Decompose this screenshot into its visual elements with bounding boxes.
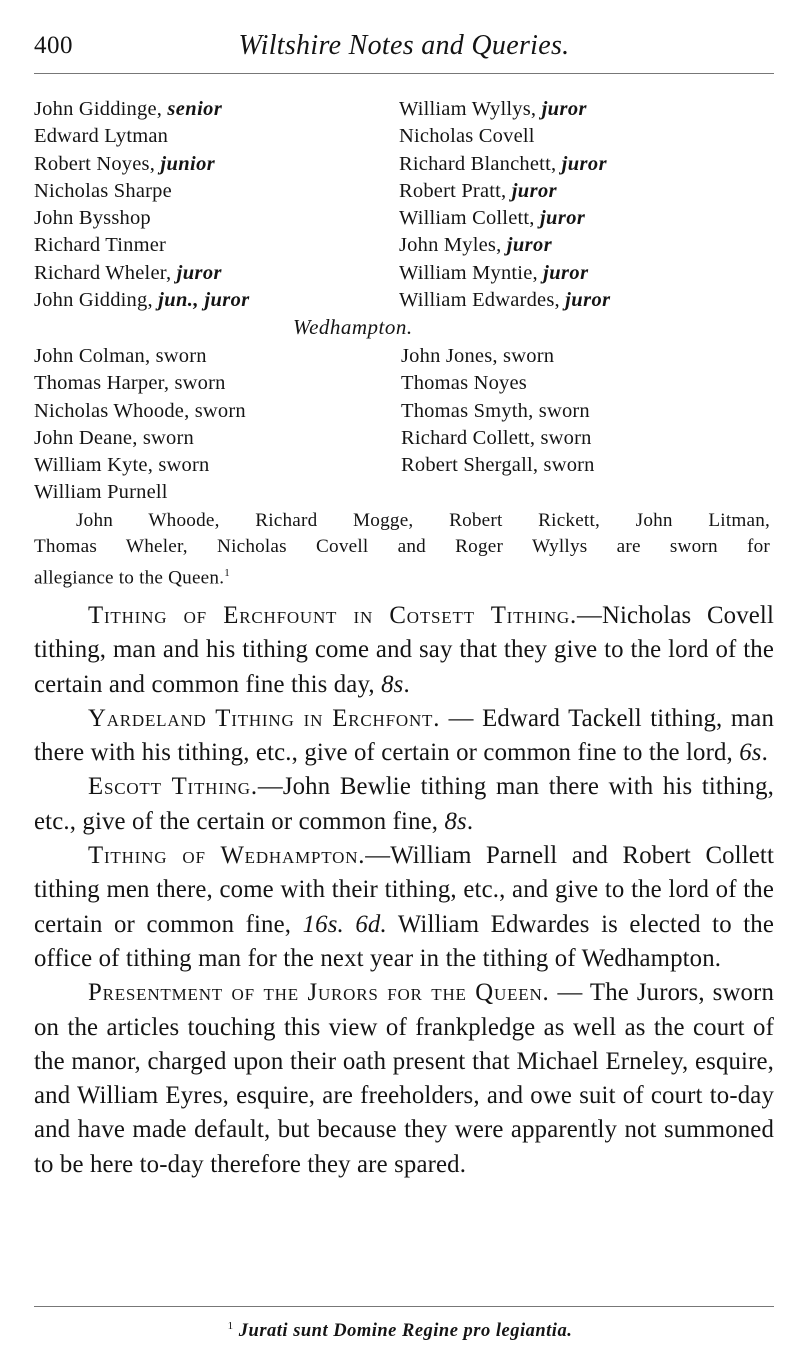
juror-column-left xyxy=(34,96,250,314)
juror-entry: William Myntie, juror xyxy=(399,261,589,284)
list-item: Thomas Noyes xyxy=(401,372,527,395)
amount: 8s xyxy=(444,807,467,835)
paragraph-heading: Presentment of the Jurors for the Queen. xyxy=(88,979,550,1007)
list-item: John Deane, sworn xyxy=(34,426,194,449)
page-header xyxy=(34,30,774,64)
paragraph-heading: Tithing of Erchfount in Cotsett Tithing. xyxy=(88,602,577,629)
juror-entry: John Giddinge, senior xyxy=(34,98,223,120)
list-item: William Purnell xyxy=(34,481,168,504)
juror-entry: Richard Blanchett, juror xyxy=(399,152,607,175)
list-item: William Kyte, sworn xyxy=(34,454,210,477)
footnote-text: Jurati sunt Domine Regine pro legiantia. xyxy=(238,1321,573,1342)
paragraph: Tithing of Erchfount in Cotsett Tithing.—Nicholas Covell tithing, man and his tithing come and say that they give to the lord of the certain and common fine this day, 8s. xyxy=(34,602,774,698)
header-rule xyxy=(34,73,774,74)
paragraph-heading: Escott Tithing. xyxy=(88,773,258,801)
paragraph: Presentment of the Jurors for the Queen. — The Jurors, sworn on the articles touching this view of frankpledge as well as the court of the manor, charged upon their oath present that Michael Erneley, esquire, and William Eyres, esquire, are freeholders, and owe suit of court to-day and have made default, but because they were apparently not summoned to be here to-day therefore they are spared. xyxy=(34,979,775,1178)
paragraph-heading: Yardeland Tithing in Erchfont. xyxy=(88,704,441,732)
allegiance-line: allegiance to the Queen.$^1$ xyxy=(34,567,230,589)
juror-entry: Nicholas Covell xyxy=(399,125,535,148)
place-heading: Wedhampton. xyxy=(293,315,413,339)
juror-entry: Richard Wheler, juror xyxy=(34,261,222,284)
juror-entry: William Wyllys, juror xyxy=(399,98,587,120)
list-item: Thomas Harper, sworn xyxy=(34,372,226,395)
footnote-rule xyxy=(34,1306,774,1307)
wedhampton-column-right xyxy=(401,343,595,479)
allegiance-line: John Whoode, Richard Mogge, Robert Rickett, John Litman, xyxy=(76,510,770,531)
list-item: Nicholas Whoode, sworn xyxy=(34,399,246,422)
footnote-marker: 1 xyxy=(227,1320,234,1332)
list-item: Robert Shergall, sworn xyxy=(401,454,595,477)
juror-entry: William Collett, juror xyxy=(399,207,586,230)
running-title: Wiltshire Notes and Queries. xyxy=(238,30,570,61)
list-item: Thomas Smyth, sworn xyxy=(401,399,590,422)
paragraph: Yardeland Tithing in Erchfont. — Edward Tackell tithing, man there with his tithing, etc., give of certain or common fine to the lord, 6s. xyxy=(34,704,774,767)
juror-entry: Edward Lytman xyxy=(34,125,169,148)
amount: 16s. 6d. xyxy=(302,910,387,938)
paragraph: Escott Tithing.—John Bewlie tithing man there with his tithing, etc., give of the certain or common fine, 8s. xyxy=(34,773,775,835)
amount: 6s xyxy=(739,739,762,767)
juror-entry: Robert Pratt, juror xyxy=(399,179,558,202)
list-item: Richard Collett, sworn xyxy=(401,426,592,449)
juror-entry: John Bysshop xyxy=(34,207,151,230)
juror-entry: Robert Noyes, junior xyxy=(34,152,216,175)
juror-entry: Richard Tinmer xyxy=(34,234,167,257)
juror-entry: John Myles, juror xyxy=(399,234,553,257)
juror-entry: William Edwardes, juror xyxy=(399,289,611,312)
juror-entry: Nicholas Sharpe xyxy=(34,179,172,202)
page-number: 400 xyxy=(34,32,73,59)
paragraph-heading: Tithing of Wedhampton. xyxy=(88,842,366,870)
juror-column-right xyxy=(399,96,610,314)
allegiance-line: Thomas Wheler, Nicholas Covell and Roger Wyllys are sworn for xyxy=(34,536,770,557)
paragraph: Tithing of Wedhampton.—William Parnell and Robert Collett tithing men there, come with their tithing, etc., and give to the lord of the certain or common fine, 16s. 6d. William Edwardes is elected to the office of tithing man for the next year in the tithing of Wedhampton. xyxy=(34,842,774,972)
footnote-marker: 1 xyxy=(224,567,230,579)
list-item: John Jones, sworn xyxy=(401,345,555,367)
allegiance-note xyxy=(34,508,770,591)
wedhampton-column-left xyxy=(34,343,246,507)
amount: 8s xyxy=(381,670,404,698)
footnote xyxy=(0,1320,800,1342)
juror-entry: John Gidding, jun., juror xyxy=(34,289,250,312)
body-text xyxy=(34,599,774,1182)
list-item: John Colman, sworn xyxy=(34,345,207,367)
